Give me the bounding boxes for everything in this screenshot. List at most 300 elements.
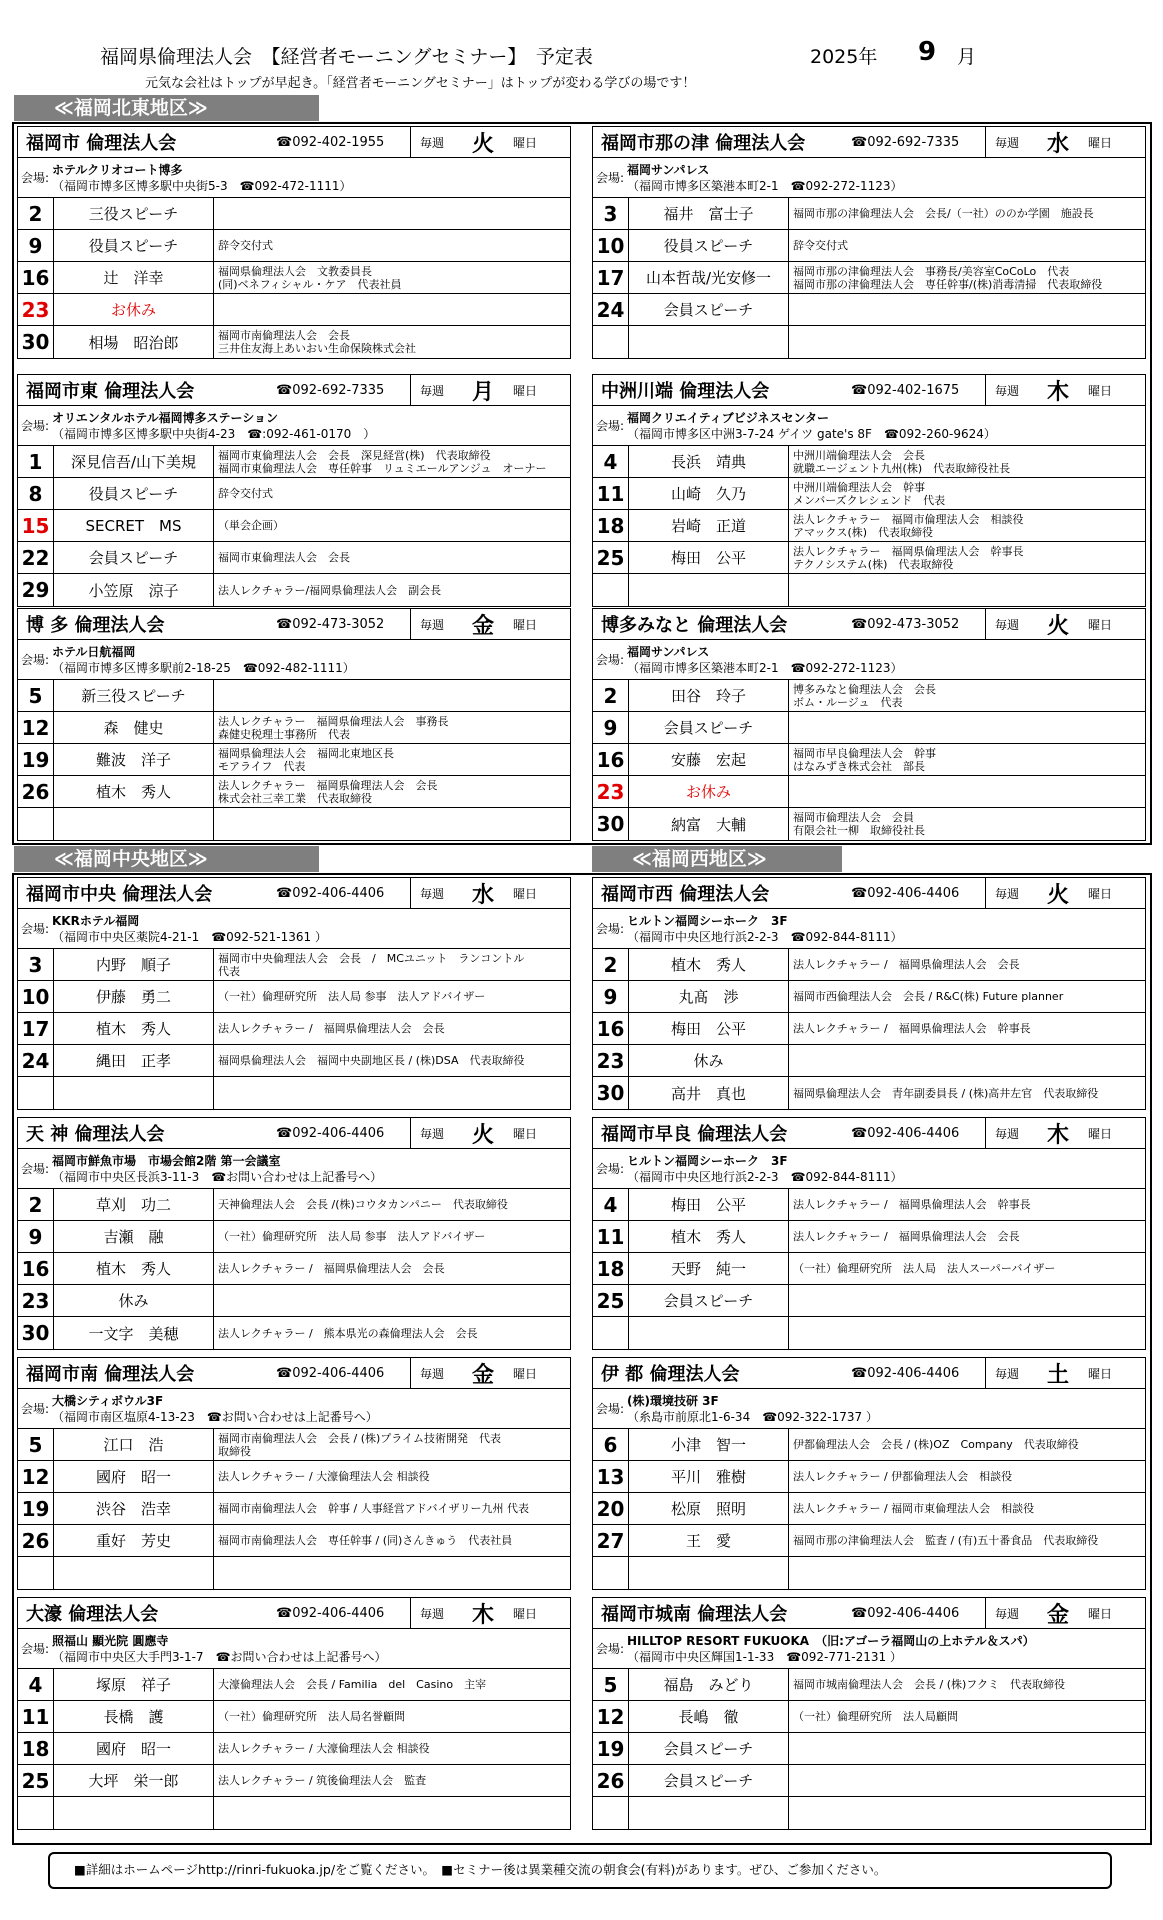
session-date: 16 (593, 1013, 629, 1044)
session-note-line: 大濠倫理法人会 会長 / Familia del Casino 主宰 (218, 1678, 487, 1691)
session-speaker: 平川 雅樹 (629, 1461, 789, 1492)
page-title: 福岡県倫理法人会 【経営者モーニングセミナー】 予定表 (100, 46, 593, 68)
session-date: 20 (593, 1493, 629, 1524)
session-row (18, 981, 570, 1013)
session-note-line: 福岡市倫理法人会 会員 (793, 811, 914, 824)
session-speaker: 会員スピーチ (629, 712, 789, 743)
session-speaker: 梅田 公平 (629, 1189, 789, 1220)
session-note (214, 1710, 570, 1723)
session-speaker: 会員スピーチ (629, 1285, 789, 1316)
session-row (18, 1701, 570, 1733)
session-speaker: 小笠原 涼子 (54, 574, 214, 606)
session-note-line: 法人レクチャラー / 福岡県倫理法人会 会長 (218, 1262, 445, 1275)
calendar-header (18, 609, 570, 640)
session-date (593, 1797, 629, 1829)
session-note-line: 法人レクチャラー / 大濠倫理法人会 相談役 (218, 1742, 430, 1755)
venue-label: 会場: (595, 418, 625, 433)
chapter-name: 博多みなと 倫理法人会 (601, 615, 788, 636)
session-row (593, 198, 1145, 230)
session-row (593, 510, 1145, 542)
session-note (789, 1678, 1145, 1691)
session-note-line: 法人レクチャラー / 筑後倫理法人会 監査 (218, 1774, 427, 1787)
yobi-label: 曜日 (1088, 886, 1113, 901)
session-speaker: 田谷 玲子 (629, 680, 789, 711)
session-row (18, 294, 570, 326)
venue-name: ホテル日航福岡 (52, 644, 136, 659)
session-row (593, 574, 1145, 606)
venue-address: （福岡市南区塩原4-13-23 ☎お問い合わせは上記番号へ） (52, 1409, 378, 1424)
weekly-label: 毎週 (994, 1606, 1019, 1621)
session-note-line: 法人レクチャラー / 福岡県倫理法人会 幹事長 (793, 1198, 1031, 1211)
session-row (593, 1669, 1145, 1701)
calendar-12 (17, 1597, 571, 1830)
venue-label: 会場: (595, 921, 625, 936)
session-row (593, 1429, 1145, 1461)
session-note-line: 三井住友海上あいおい生命保険株式会社 (218, 342, 416, 355)
venue-address: （福岡市博多区博多駅中央街4-23 ☎:092-461-0170 ） (52, 426, 376, 441)
venue-row (593, 158, 1145, 198)
session-date: 23 (593, 1045, 629, 1076)
session-note (789, 747, 1145, 773)
weekly-label: 毎週 (994, 383, 1019, 398)
session-date: 11 (593, 1221, 629, 1252)
weekday: 火 (471, 1122, 494, 1148)
session-date: 30 (593, 1077, 629, 1109)
weekday: 土 (1046, 1362, 1069, 1388)
session-date: 10 (593, 230, 629, 261)
venue-address: （福岡市博多区中洲3-7-24 ゲイツ gate's 8F ☎092-260-9624） (627, 426, 996, 441)
session-note-line: （単会企画） (218, 519, 284, 532)
session-speaker: 吉瀬 融 (54, 1221, 214, 1252)
weekday: 木 (471, 1602, 494, 1628)
session-note (789, 958, 1145, 971)
session-speaker (629, 326, 789, 358)
calendar-header (593, 127, 1145, 158)
session-date: 11 (18, 1701, 54, 1732)
session-note-line: 福岡市那の津倫理法人会 専任幹事/(株)消毒清掃 代表取締役 (793, 277, 1103, 291)
yobi-label: 曜日 (1088, 1366, 1113, 1381)
session-row (593, 949, 1145, 981)
chapter-phone: ☎092-406-4406 (276, 1598, 411, 1628)
session-note-line: 取締役 (218, 1444, 251, 1458)
session-row (18, 744, 570, 776)
session-speaker: 会員スピーチ (54, 542, 214, 573)
session-row (18, 1669, 570, 1701)
weekday: 月 (471, 379, 494, 405)
session-speaker: 江口 浩 (54, 1429, 214, 1460)
session-date: 10 (18, 981, 54, 1012)
venue-address: （福岡市中央区地行浜2-2-3 ☎092-844-8111） (627, 929, 903, 944)
venue-name: 福岡クリエイティブビジネスセンター (627, 410, 829, 425)
session-note (214, 239, 570, 252)
yobi-label: 曜日 (513, 617, 538, 632)
yobi-label: 曜日 (1088, 617, 1113, 632)
weekly-label: 毎週 (994, 886, 1019, 901)
session-note-line: 福岡市南倫理法人会 幹事 / 人事経営アドバイザリー九州 代表 (218, 1502, 529, 1515)
session-date: 16 (18, 1253, 54, 1284)
session-row (593, 446, 1145, 478)
session-row (593, 1189, 1145, 1221)
venue-name: オリエンタルホテル福岡博多ステーション (52, 410, 278, 425)
session-row (18, 1221, 570, 1253)
session-note-line: 代表 (218, 964, 240, 978)
venue-address: （福岡市博多区築港本町2-1 ☎092-272-1123） (627, 660, 903, 675)
calendar-1 (592, 126, 1146, 359)
yobi-label: 曜日 (513, 1126, 538, 1141)
session-note-line: 法人レクチャラー / 福岡市東倫理法人会 相談役 (793, 1502, 1035, 1515)
session-note (789, 481, 1145, 507)
session-speaker (54, 1797, 214, 1829)
session-note-line: 法人レクチャラー / 福岡県倫理法人会 会長 (793, 1230, 1020, 1243)
session-row (593, 262, 1145, 294)
session-date: 12 (18, 1461, 54, 1492)
session-note (789, 1534, 1145, 1547)
session-speaker (629, 574, 789, 606)
session-speaker: 福井 富士子 (629, 198, 789, 229)
month-label: 月 (957, 46, 977, 68)
session-note-line: 法人レクチャラー / 熊本県光の森倫理法人会 会長 (218, 1326, 478, 1340)
venue-address: （福岡市博多区博多駅前2-18-25 ☎092-482-1111） (52, 660, 355, 675)
session-row (593, 1221, 1145, 1253)
venue-address: （福岡市中央区地行浜2-2-3 ☎092-844-8111） (627, 1169, 903, 1184)
session-row (18, 1525, 570, 1557)
session-row (593, 478, 1145, 510)
venue-row (18, 1389, 570, 1429)
session-note-line: 株式会社三幸工業 代表取締役 (218, 791, 372, 805)
chapter-name: 福岡市東 倫理法人会 (26, 381, 195, 402)
session-note-line: 法人レクチャラー 福岡県倫理法人会 会長 (218, 778, 438, 792)
venue-row (593, 406, 1145, 446)
venue-name: 照福山 顯光院 圓應寺 (52, 1633, 169, 1648)
chapter-name: 福岡市早良 倫理法人会 (601, 1124, 788, 1145)
session-date: 13 (593, 1461, 629, 1492)
session-speaker: 松原 照明 (629, 1493, 789, 1524)
chapter-phone: ☎092-406-4406 (276, 1358, 411, 1388)
session-note-line: 福岡市東倫理法人会 会長 深見経営(株) 代表取締役 (218, 448, 491, 462)
session-note (789, 239, 1145, 252)
session-row (18, 326, 570, 358)
session-row (18, 198, 570, 230)
session-date: 27 (593, 1525, 629, 1556)
venue-info (52, 410, 570, 442)
calendar-header (18, 1358, 570, 1389)
chapter-name: 天 神 倫理法人会 (26, 1124, 165, 1145)
calendar-4 (17, 608, 571, 841)
venue-label: 会場: (595, 1161, 625, 1176)
session-date: 26 (593, 1765, 629, 1796)
session-note (214, 1022, 570, 1035)
venue-address: （福岡市博多区築港本町2-1 ☎092-272-1123） (627, 178, 903, 193)
session-note (214, 487, 570, 500)
session-note (789, 513, 1145, 539)
chapter-name: 伊 都 倫理法人会 (601, 1364, 740, 1385)
weekly-label: 毎週 (419, 135, 444, 150)
session-note-line: 就職エージェント九州(株) 代表取締役社長 (793, 461, 1011, 475)
session-speaker: 植木 秀人 (629, 949, 789, 980)
chapter-phone: ☎092-692-7335 (851, 127, 986, 157)
weekday: 木 (1046, 1122, 1069, 1148)
venue-address: （福岡市中央区薬院4-21-1 ☎092-521-1361 ） (52, 929, 327, 944)
session-note (214, 1262, 570, 1275)
session-date: 12 (18, 712, 54, 743)
session-note (789, 207, 1145, 220)
session-note-line: 福岡市那の津倫理法人会 監査 / (有)五十番食品 代表取締役 (793, 1534, 1099, 1547)
session-speaker: 丸髙 渉 (629, 981, 789, 1012)
chapter-phone: ☎092-692-7335 (276, 375, 411, 405)
session-note-line: 福岡市西倫理法人会 会長 / R&C(株) Future planner (793, 990, 1064, 1003)
session-note (214, 1054, 570, 1067)
session-speaker: 梅田 公平 (629, 542, 789, 573)
session-speaker: 小津 智一 (629, 1429, 789, 1460)
page-header (0, 0, 1163, 90)
venue-name: ヒルトン福岡シーホーク 3F (627, 1153, 788, 1168)
session-row (593, 1493, 1145, 1525)
yobi-label: 曜日 (513, 1366, 538, 1381)
session-note (214, 1742, 570, 1755)
session-date: 19 (593, 1733, 629, 1764)
session-row (593, 1285, 1145, 1317)
session-note-line: アマックス(株) 代表取締役 (793, 525, 934, 539)
session-speaker: 福島 みどり (629, 1669, 789, 1700)
session-speaker: 役員スピーチ (629, 230, 789, 261)
chapter-phone: ☎092-406-4406 (851, 1118, 986, 1148)
calendar-header (18, 127, 570, 158)
session-row (18, 680, 570, 712)
session-note (214, 329, 570, 355)
venue-label: 会場: (20, 170, 50, 185)
session-note-line: 伊都倫理法人会 会長 / (株)OZ Company 代表取締役 (793, 1438, 1079, 1451)
weekly-label: 毎週 (419, 886, 444, 901)
calendar-6 (17, 877, 571, 1110)
session-date: 17 (18, 1013, 54, 1044)
session-note-line: （一社）倫理研究所 法人局名誉顧問 (218, 1710, 405, 1723)
session-note (789, 545, 1145, 571)
venue-info (52, 644, 570, 676)
session-speaker (629, 1797, 789, 1829)
chapter-name: 福岡市中央 倫理法人会 (26, 884, 213, 905)
session-note-line: （一社）倫理研究所 法人局 参事 法人アドバイザー (218, 990, 486, 1003)
weekly-label: 毎週 (994, 1126, 1019, 1141)
session-row (593, 230, 1145, 262)
session-note-line: 中洲川端倫理法人会 会長 (793, 448, 925, 462)
session-row (593, 542, 1145, 574)
weekday: 火 (1046, 613, 1069, 639)
session-row (593, 776, 1145, 808)
session-speaker: 一文字 美穂 (54, 1317, 214, 1349)
venue-address: （福岡市中央区大手門3-1-7 ☎お問い合わせは上記番号へ） (52, 1649, 387, 1664)
session-note-line: はなみずき株式会社 部長 (793, 759, 925, 773)
session-speaker: 会員スピーチ (629, 294, 789, 325)
venue-info (52, 162, 570, 194)
calendar-8 (17, 1117, 571, 1350)
chapter-phone: ☎092-473-3052 (851, 609, 986, 639)
session-speaker: 相場 昭治郎 (54, 326, 214, 358)
session-note-line: 福岡市那の津倫理法人会 会長/（一社）ののか学園 施設長 (793, 207, 1094, 220)
session-row (18, 1285, 570, 1317)
session-speaker: 植木 秀人 (54, 1013, 214, 1044)
session-note-line: 博多みなと倫理法人会 会長 (793, 682, 936, 696)
venue-row (18, 406, 570, 446)
footer-note: ■詳細はホームページhttp://rinri-fukuoka.jp/をご覧ください。 ■セミナー後は異業種交流の朝食会(有料)があります。ぜひ、ご参加ください。 (48, 1852, 1112, 1889)
session-date: 16 (593, 744, 629, 775)
session-row (593, 744, 1145, 776)
session-speaker: 王 愛 (629, 1525, 789, 1556)
calendar-header (593, 878, 1145, 909)
venue-label: 会場: (20, 921, 50, 936)
session-note (214, 1534, 570, 1547)
session-speaker (54, 1557, 214, 1589)
calendar-5 (592, 608, 1146, 841)
venue-address: （福岡市博多区博多駅中央街5-3 ☎092-472-1111） (52, 178, 352, 193)
venue-info (627, 162, 1145, 194)
session-date: 9 (593, 981, 629, 1012)
session-note-line: 法人レクチャラー / 福岡県倫理法人会 会長 (793, 958, 1020, 971)
session-date: 30 (593, 808, 629, 840)
session-note (214, 551, 570, 564)
yobi-label: 曜日 (513, 135, 538, 150)
session-note-line: 辞令交付式 (218, 487, 273, 500)
session-note (214, 1774, 570, 1787)
session-note (789, 1262, 1145, 1275)
session-speaker (629, 1317, 789, 1349)
session-row (593, 1797, 1145, 1829)
session-date (593, 1317, 629, 1349)
venue-label: 会場: (20, 652, 50, 667)
session-note (789, 1438, 1145, 1451)
weekday: 金 (471, 613, 494, 639)
session-note (214, 449, 570, 475)
session-note (789, 683, 1145, 709)
session-row (593, 1077, 1145, 1109)
session-note (214, 747, 570, 773)
session-speaker (54, 1077, 214, 1109)
session-note-line: 福岡市城南倫理法人会 会長 / (株)フクミ 代表取締役 (793, 1678, 1065, 1691)
session-row (18, 1557, 570, 1589)
session-row (593, 712, 1145, 744)
weekday: 水 (471, 882, 494, 908)
yobi-label: 曜日 (1088, 383, 1113, 398)
session-speaker: 縄田 正孝 (54, 1045, 214, 1076)
session-speaker: 役員スピーチ (54, 478, 214, 509)
venue-info (52, 1393, 570, 1425)
yobi-label: 曜日 (1088, 1126, 1113, 1141)
session-note-line: 有限会社一柳 取締役社長 (793, 824, 925, 837)
session-note (214, 779, 570, 805)
session-row (18, 1045, 570, 1077)
yobi-label: 曜日 (513, 383, 538, 398)
session-note-line: 法人レクチャラー 福岡市倫理法人会 相談役 (793, 512, 1024, 526)
session-speaker: 大坪 栄一郎 (54, 1765, 214, 1796)
session-speaker: 内野 順子 (54, 949, 214, 980)
session-date: 6 (593, 1429, 629, 1460)
session-row (593, 1701, 1145, 1733)
session-date: 24 (593, 294, 629, 325)
session-note (214, 715, 570, 741)
venue-row (18, 909, 570, 949)
session-speaker: 会員スピーチ (629, 1765, 789, 1796)
weekly-label: 毎週 (419, 1126, 444, 1141)
venue-label: 会場: (20, 1641, 50, 1656)
calendar-9 (592, 1117, 1146, 1350)
session-date: 23 (18, 1285, 54, 1316)
session-speaker: 山本哲哉/光安修一 (629, 262, 789, 293)
session-note-line: 福岡県倫理法人会 福岡北東地区長 (218, 746, 394, 760)
session-note-line: 法人レクチャラー / 大濠倫理法人会 相談役 (218, 1470, 430, 1483)
venue-label: 会場: (20, 418, 50, 433)
weekly-label: 毎週 (994, 617, 1019, 632)
session-row (18, 808, 570, 840)
weekday: 金 (471, 1362, 494, 1388)
session-note (789, 1022, 1145, 1035)
venue-name: 福岡市鮮魚市場 市場会館2階 第一会議室 (52, 1153, 281, 1168)
venue-row (593, 909, 1145, 949)
venue-info (627, 1393, 1145, 1425)
session-speaker: 長嶋 徹 (629, 1701, 789, 1732)
session-date: 22 (18, 542, 54, 573)
venue-name: ヒルトン福岡シーホーク 3F (627, 913, 788, 928)
venue-name: (株)環境技研 3F (627, 1393, 719, 1408)
session-note (789, 811, 1145, 837)
session-date: 3 (593, 198, 629, 229)
session-note (214, 1432, 570, 1458)
chapter-name: 中洲川端 倫理法人会 (601, 381, 770, 402)
calendar-header (18, 1598, 570, 1629)
venue-info (627, 1633, 1145, 1665)
venue-info (52, 1633, 570, 1665)
session-speaker: 天野 純一 (629, 1253, 789, 1284)
weekday: 火 (471, 131, 494, 157)
session-speaker: 渋谷 浩幸 (54, 1493, 214, 1524)
session-row (593, 326, 1145, 358)
session-speaker: 草刈 功二 (54, 1189, 214, 1220)
session-date: 9 (593, 712, 629, 743)
venue-label: 会場: (595, 1641, 625, 1656)
venue-label: 会場: (20, 1401, 50, 1416)
session-note (789, 1470, 1145, 1483)
session-note-line: (同)ベネフィシャル・ケア 代表社員 (218, 277, 402, 291)
session-date: 5 (18, 1429, 54, 1460)
weekly-label: 毎週 (419, 1366, 444, 1381)
calendar-header (18, 375, 570, 406)
session-note-line: モアライフ 代表 (218, 759, 306, 773)
session-note-line: 辞令交付式 (793, 239, 848, 252)
session-note-line: （一社）倫理研究所 法人局顧問 (793, 1710, 958, 1723)
session-note-line: 福岡市中央倫理法人会 会長 / MCユニット ランコントル (218, 951, 525, 965)
session-speaker: 植木 秀人 (629, 1221, 789, 1252)
session-date: 26 (18, 776, 54, 807)
weekday: 火 (1046, 882, 1069, 908)
chapter-name: 福岡市城南 倫理法人会 (601, 1604, 788, 1625)
session-date: 17 (593, 262, 629, 293)
venue-info (627, 644, 1145, 676)
session-speaker: 植木 秀人 (54, 1253, 214, 1284)
session-note (789, 990, 1145, 1003)
session-date: 2 (18, 1189, 54, 1220)
session-date: 8 (18, 478, 54, 509)
weekly-label: 毎週 (994, 1366, 1019, 1381)
session-date: 5 (593, 1669, 629, 1700)
session-note-line: 中洲川端倫理法人会 幹事 (793, 480, 925, 494)
session-note (789, 1502, 1145, 1515)
venue-name: HILLTOP RESORT FUKUOKA （旧:アゴーラ福岡山の上ホテル＆スパ） (627, 1633, 1035, 1648)
session-date: 25 (593, 1285, 629, 1316)
yobi-label: 曜日 (513, 886, 538, 901)
session-date: 2 (18, 198, 54, 229)
session-note-line: （一社）倫理研究所 法人局 法人スーパーバイザー (793, 1262, 1056, 1275)
session-row (18, 478, 570, 510)
session-speaker: 役員スピーチ (54, 230, 214, 261)
chapter-name: 博 多 倫理法人会 (26, 615, 165, 636)
